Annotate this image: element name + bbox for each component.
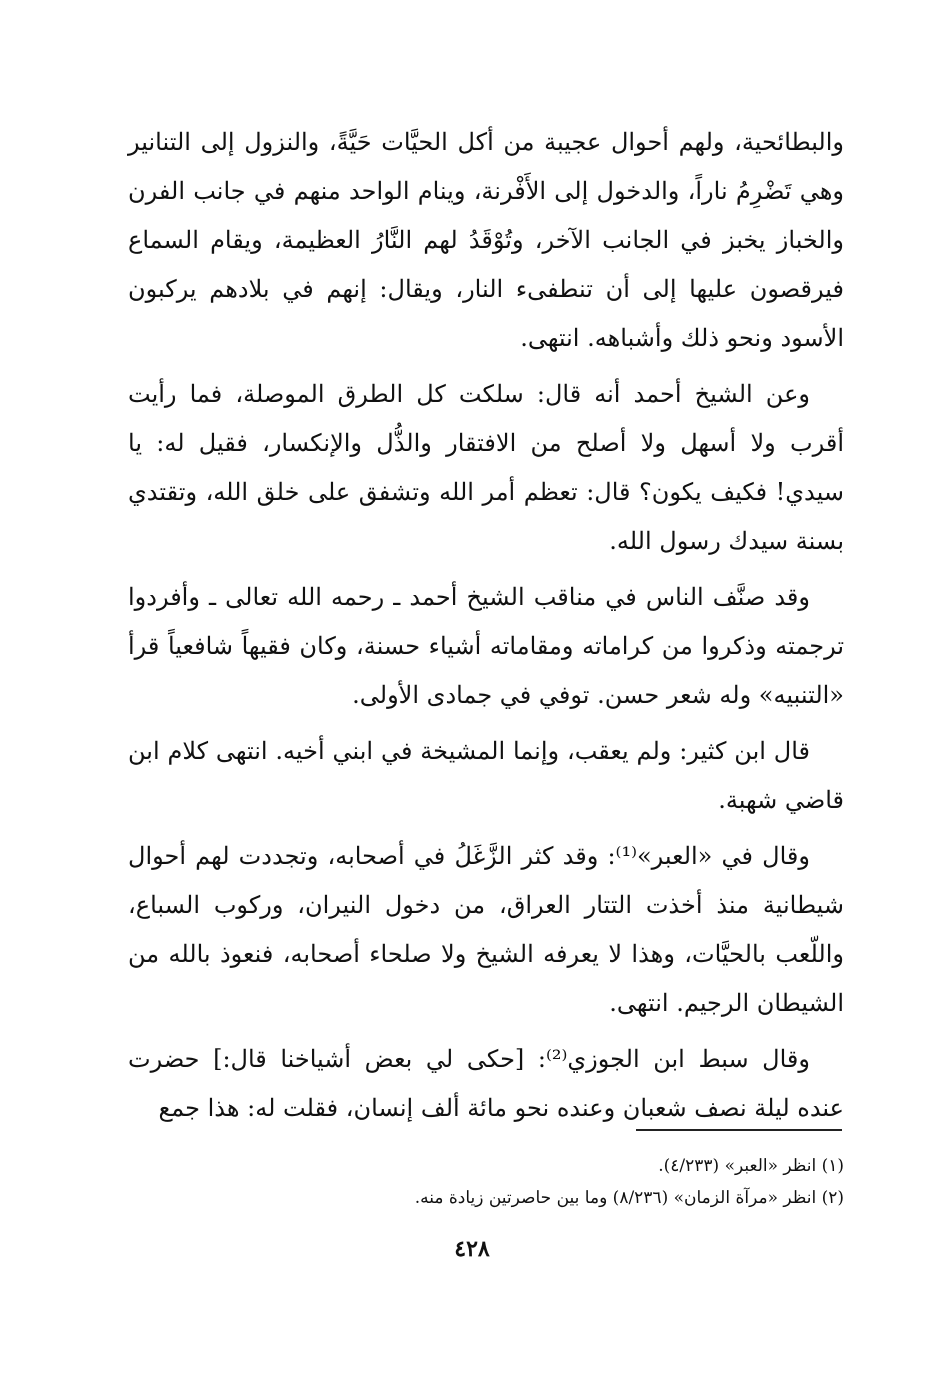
- paragraph-6: وقال سبط ابن الجوزي⁽²⁾: [حكى لي بعض أشياخنا قال:] حضرت عنده ليلة نصف شعبان وعنده نحو مائة ألف إنسان، فقلت له: هذا جمع: [128, 1045, 844, 1122]
- paragraph-5: وقال في «العبر»⁽¹⁾: وقد كثر الزَّغَلُ في أصحابه، وتجددت لهم أحوال شيطانية منذ أخذت التتار العراق، من دخول النيران، وركوب السباع، واللّعب بالحيَّات، وهذا لا يعرفه الشيخ ولا صلحاء أصحابه، فنعوذ بالله من الشيطان الرجيم. انتهى.: [128, 842, 844, 1017]
- footnotes: [300, 1150, 844, 1214]
- footnote-1: (١) انظر «العبر» (٤/٢٣٣).: [658, 1156, 844, 1176]
- footnote-2: (٢) انظر «مرآة الزمان» (٨/٢٣٦) وما بين حاصرتين زيادة منه.: [414, 1188, 844, 1208]
- main-text: [128, 118, 844, 1140]
- paragraph-2: وعن الشيخ أحمد أنه قال: سلكت كل الطرق الموصلة، فما رأيت أقرب ولا أسهل ولا أصلح من الافتقار والذُّل والإنكسار، فقيل له: يا سيدي! فكيف يكون؟ قال: تعظم أمر الله وتشفق على خلق الله، وتقتدي بسنة سيدك رسول الله.: [128, 380, 844, 555]
- footnote-divider: [636, 1129, 842, 1131]
- paragraph-4: قال ابن كثير: ولم يعقب، وإنما المشيخة في ابني أخيه. انتهى كلام ابن قاضي شهبة.: [128, 737, 844, 814]
- paragraph-1: والبطائحية، ولهم أحوال عجيبة من أكل الحيَّات حَيَّةً، والنزول إلى التنانير وهي تَضْرِمُ ناراً، والدخول إلى الأَفْرنة، وينام الواحد منهم في جانب الفرن والخباز يخبز في الجانب الآخر، وتُوْقَدُ لهم النَّارُ العظيمة، ويقام السماع فيرقصون عليها إلى أن تنطفىء النار، ويقال: إنهم في بلادهم يركبون الأسود ونحو ذلك وأشباهه. انتهى.: [128, 128, 845, 352]
- paragraph-3: وقد صنَّف الناس في مناقب الشيخ أحمد ـ رحمه الله تعالى ـ وأفردوا ترجمته وذكروا من كراماته ومقاماته أشياء حسنة، وكان فقيهاً شافعياً قرأ «التنبيه» وله شعر حسن. توفي في جمادى الأولى.: [128, 583, 844, 709]
- page-number: ٤٢٨: [454, 1236, 490, 1262]
